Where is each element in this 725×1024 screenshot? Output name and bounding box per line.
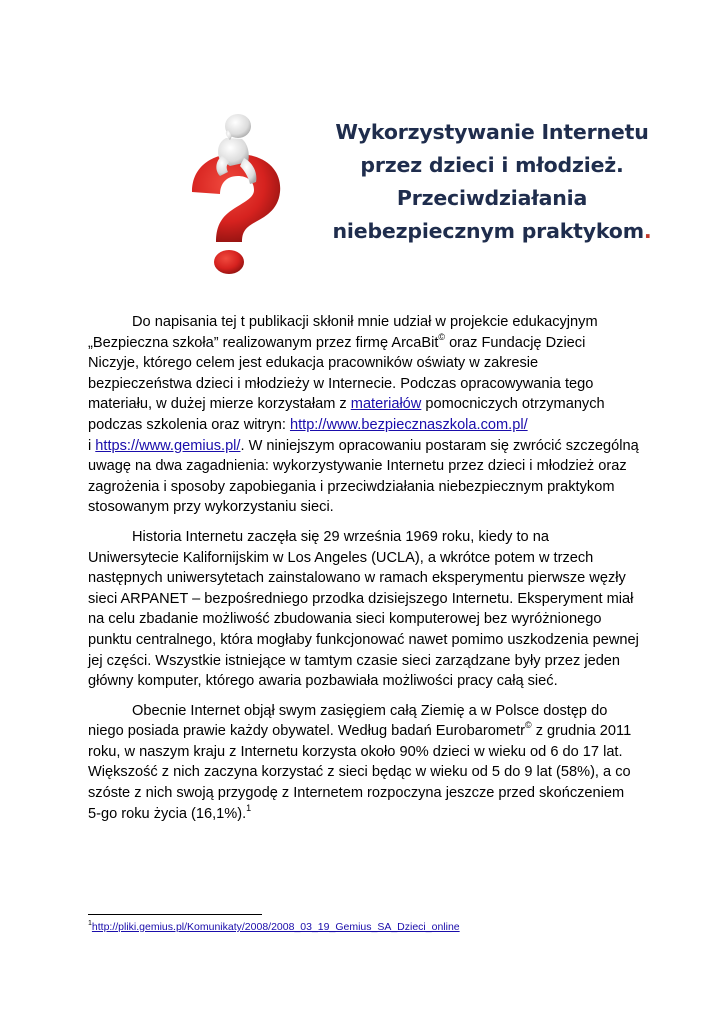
text: materiału, w dużej mierze korzystałam z — [88, 396, 351, 413]
title-line: Wykorzystywanie Internetu — [335, 120, 649, 144]
text-line: Niczyje, którego celem jest edukacja pracowników oświaty w zakresie — [88, 355, 539, 372]
text-line — [88, 394, 648, 415]
footnote-mark: 1 — [88, 919, 92, 927]
paragraph — [88, 527, 648, 692]
paragraph — [88, 701, 648, 825]
text-line: główny komputer, którego awaria pozbawiała możliwości pracy całą sieć. — [88, 673, 558, 690]
text: . W niniejszym opracowaniu postaram się zwrócić szczególną — [240, 437, 639, 454]
text: oraz Fundację Dzieci — [445, 334, 586, 351]
text-line: Większość z nich zaczyna korzystać z sieci będąc w wieku od 5 do 9 lat (58%), a co — [88, 764, 631, 781]
title-text: niebezpiecznym praktykom — [332, 219, 644, 243]
text-line — [88, 415, 648, 436]
text-line: Uniwersytecie Kalifornijskim w Los Angeles (UCLA), a wkrótce potem w trzech — [88, 549, 594, 566]
body-text — [88, 312, 648, 833]
title-dot: . — [643, 219, 652, 243]
text: 5-go roku życia (16,1%). — [88, 805, 247, 822]
copyright-mark: © — [525, 720, 532, 731]
text-line — [88, 333, 648, 354]
text-line: bezpieczeństwa dzieci i młodzieży w Internecie. Podczas opracowywania tego — [88, 375, 594, 392]
footnote-ref[interactable]: 1 — [246, 802, 252, 813]
text-line — [88, 804, 648, 825]
text-line — [88, 436, 648, 457]
text-line: następnych uniwersytetach zainstalowano w ramach eksperymentu pierwsze węzły — [88, 570, 626, 587]
text-line: Obecnie Internet objął swym zasięgiem całą Ziemię a w Polsce dostęp do — [132, 702, 608, 719]
text-line: punktu centralnego, która mogłaby funkcjonować nawet pomimo uszkodzenia pewnej — [88, 631, 639, 648]
copyright-mark: © — [438, 331, 446, 342]
gemius-link[interactable]: https://www.gemius.pl/ — [95, 437, 241, 454]
title-line — [318, 215, 666, 248]
text-line: zagrożenia i sposoby zapobiegania i przeciwdziałania niebezpiecznym praktykom — [88, 478, 615, 495]
text-line: Historia Internetu zaczęła się 29 września 1969 roku, kiedy to na — [132, 528, 549, 545]
text-line: na celu zbadanie możliwość zbudowania sieci komputerowej bez wyróżnionego — [88, 611, 602, 628]
question-mark-figure-icon — [186, 112, 286, 277]
text-line: jej części. Wszystkie istniejące w tamtym czasie sieci zarządzane były przez jeden — [88, 652, 621, 669]
footnote-divider — [88, 914, 262, 915]
text-line: szóste z nich swoją przygodę z Internetem rozpoczyna jeszcze przed skończeniem — [88, 785, 625, 802]
text: niego posiada prawie każdy obywatel. Według badań Eurobarometr — [88, 723, 526, 740]
text-line: Do napisania tej t publikacji skłonił mnie udział w projekcie edukacyjnym — [132, 314, 598, 330]
text-line: uwagę na dwa zagadnienia: wykorzystywanie Internetu przez dzieci i młodzież oraz — [88, 458, 627, 475]
title-line: Przeciwdziałania — [396, 186, 588, 210]
text: i — [88, 437, 96, 454]
page-title — [318, 116, 666, 248]
title-line: przez dzieci i młodzież. — [360, 153, 624, 177]
text: z grudnia 2011 — [531, 723, 632, 740]
text-line: stosowanym przy wykorzystaniu sieci. — [88, 499, 334, 516]
text-line: sieci ARPANET – bezpośredniego przodka dzisiejszego Internetu. Eksperyment miał — [88, 590, 634, 607]
text-line: roku, w naszym kraju z Internetu korzysta około 90% dzieci w wieku od 6 do 17 lat. — [88, 743, 623, 760]
paragraph — [88, 312, 648, 518]
bezpiecznaszkola-link[interactable]: http://www.bezpiecznaszkola.com.pl/ — [289, 416, 528, 433]
materials-link[interactable]: materiałów — [350, 396, 422, 413]
footnote — [88, 921, 460, 933]
text: „Bezpieczna szkoła” realizowanym przez firmę ArcaBit — [88, 334, 439, 351]
text: pomocniczych otrzymanych — [421, 396, 605, 413]
footnote-link[interactable]: http://pliki.gemius.pl/Komunikaty/2008/2008_03_19_Gemius_SA_Dzieci_online — [91, 921, 460, 933]
text: podczas szkolenia oraz witryn: — [88, 416, 290, 433]
text-line — [88, 721, 648, 742]
